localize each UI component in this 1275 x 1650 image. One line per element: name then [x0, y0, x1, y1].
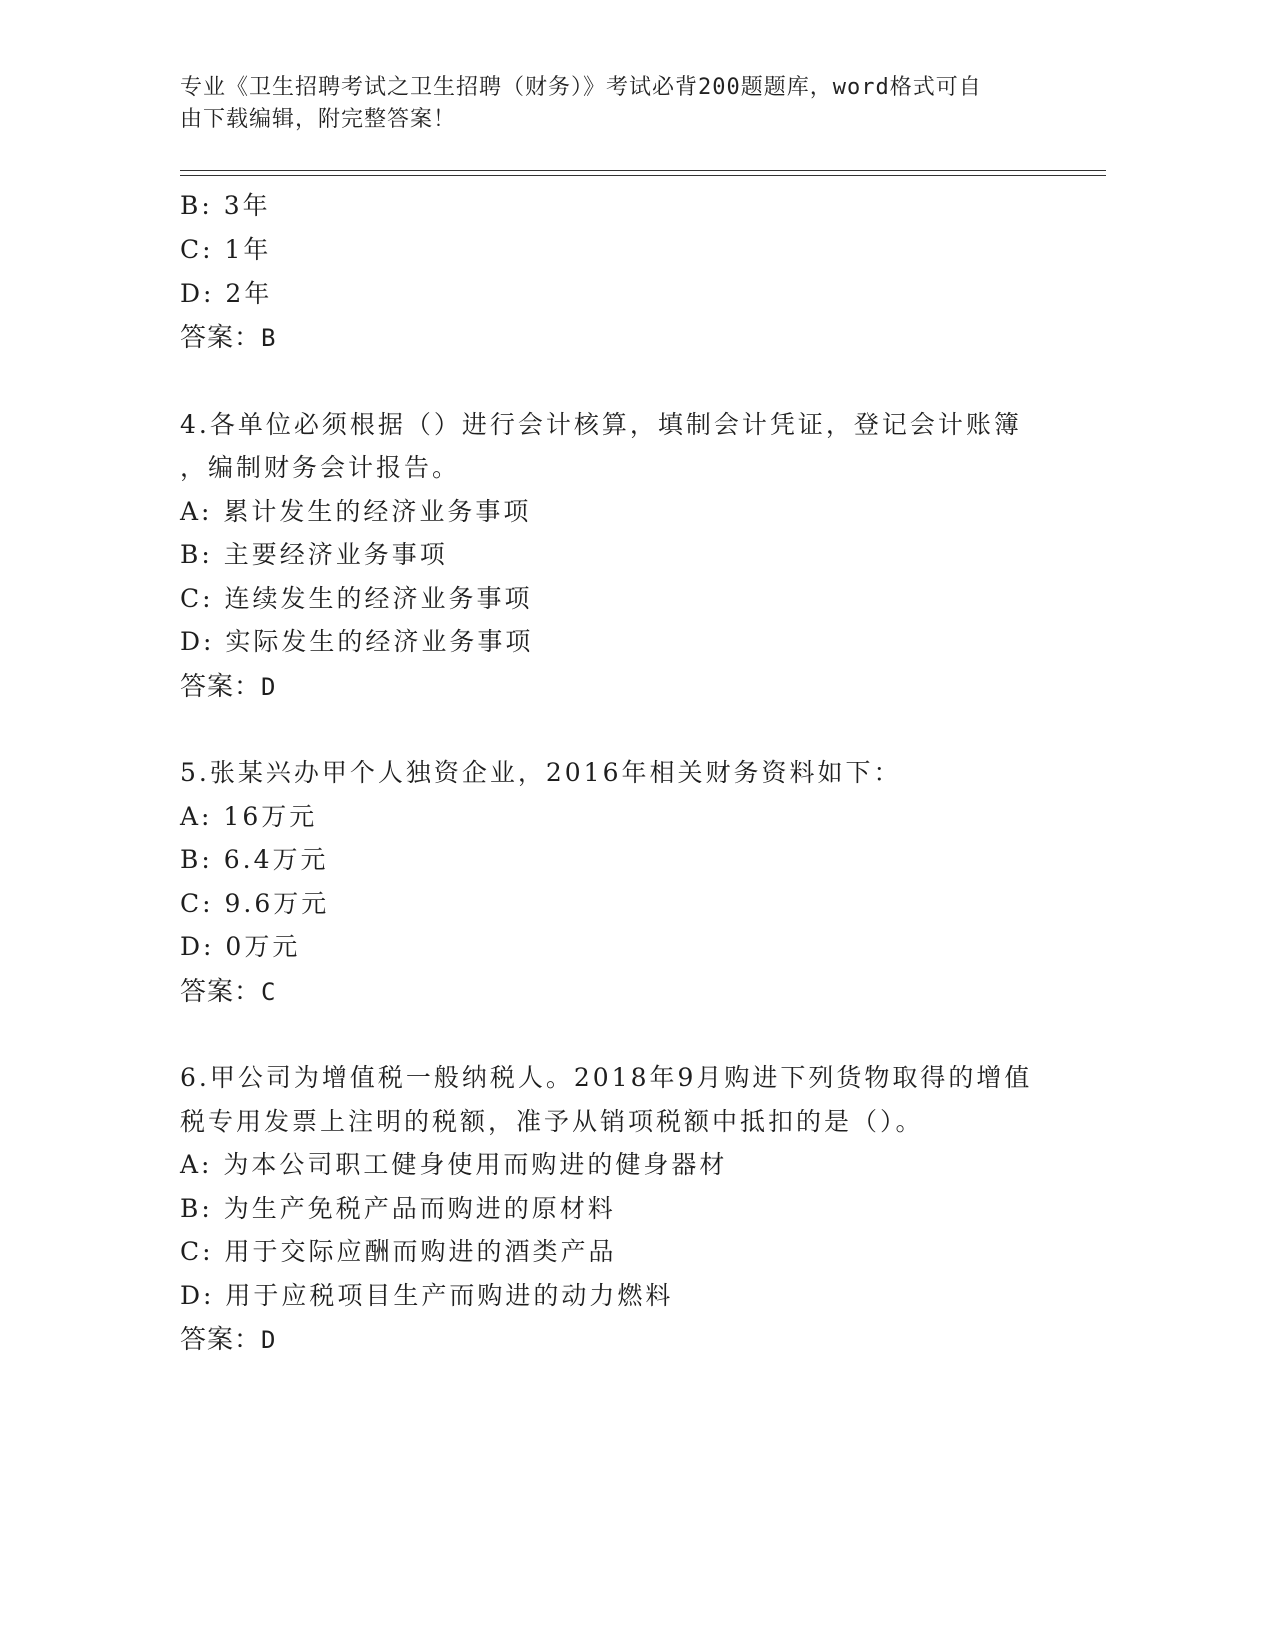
document-header — [180, 72, 1060, 136]
q5-option-a: A: 16万元 — [180, 802, 318, 831]
q5-option-b: B: 6.4万元 — [180, 845, 329, 874]
q4-option-b: B: 主要经济业务事项 — [180, 540, 448, 569]
q4-option-a: A: 累计发生的经济业务事项 — [180, 497, 532, 526]
q4-option-c: C: 连续发生的经济业务事项 — [180, 584, 533, 613]
q4-answer — [180, 666, 276, 703]
header-divider-top — [180, 170, 1106, 171]
q6-stem-line-1: 6.甲公司为增值税一般纳税人。2018年9月购进下列货物取得的增值 — [180, 1063, 1033, 1092]
answer-value: C — [261, 978, 277, 1006]
q3-option-d: D: 2年 — [180, 279, 273, 308]
answer-label: 答案： — [180, 323, 262, 353]
q5-stem-line-1: 5.张某兴办甲个人独资企业，2016年相关财务资料如下： — [180, 758, 902, 787]
q5-option-d: D: 0万元 — [180, 932, 301, 961]
q6-option-a: A: 为本公司职工健身使用而购进的健身器材 — [180, 1150, 728, 1179]
q4-stem-line-1: 4.各单位必须根据（）进行会计核算，填制会计凭证，登记会计账簿 — [180, 410, 1022, 439]
q6-answer — [180, 1319, 276, 1356]
q3-option-c: C: 1年 — [180, 235, 272, 264]
answer-value: B — [261, 324, 277, 352]
q5-option-c: C: 9.6万元 — [180, 889, 330, 918]
header-line-2: 由下载编辑，附完整答案！ — [180, 107, 457, 132]
header-divider-bottom — [180, 175, 1106, 176]
q6-option-b: B: 为生产免税产品而购进的原材料 — [180, 1194, 616, 1223]
q4-option-d: D: 实际发生的经济业务事项 — [180, 627, 534, 656]
q5-answer — [180, 971, 276, 1008]
q3-option-b: B: 3年 — [180, 191, 271, 220]
answer-label: 答案： — [180, 977, 262, 1007]
answer-value: D — [261, 673, 277, 701]
q3-answer — [180, 317, 276, 354]
q6-stem-line-2: 税专用发票上注明的税额，准予从销项税额中抵扣的是（）。 — [180, 1107, 924, 1136]
q6-option-c: C: 用于交际应酬而购进的酒类产品 — [180, 1237, 617, 1266]
q4-stem-line-2: ，编制财务会计报告。 — [180, 453, 461, 482]
q6-option-d: D: 用于应税项目生产而购进的动力燃料 — [180, 1281, 674, 1310]
answer-value: D — [261, 1326, 277, 1354]
answer-label: 答案： — [180, 1325, 262, 1355]
answer-label: 答案： — [180, 672, 262, 702]
header-line-1: 专业《卫生招聘考试之卫生招聘（财务）》考试必背200题题库，word格式可自 — [180, 75, 982, 100]
